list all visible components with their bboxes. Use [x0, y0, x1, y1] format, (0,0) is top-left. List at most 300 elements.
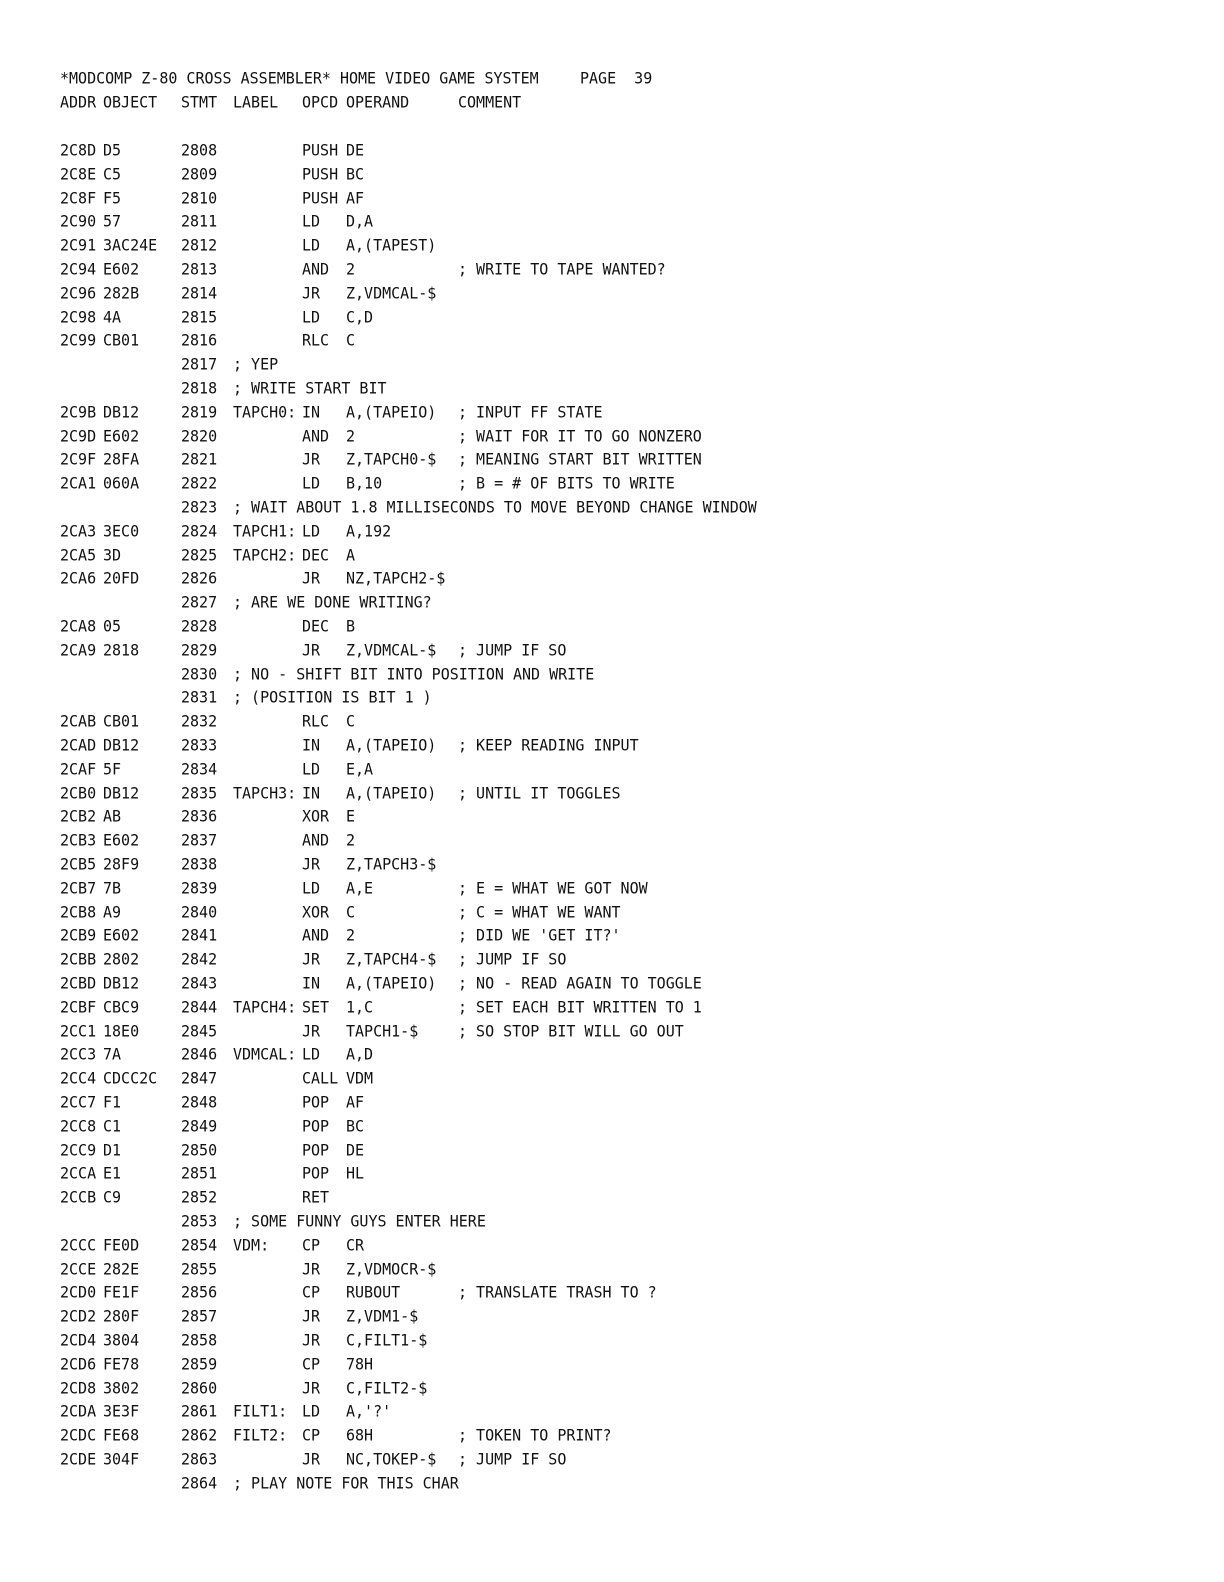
line-statement-number: 2846	[181, 1044, 218, 1065]
line-comment: ; WAIT FOR IT TO GO NONZERO	[458, 425, 702, 446]
line-label: TAPCH1:	[233, 521, 297, 541]
line-comment: ; E = WHAT WE GOT NOW	[458, 878, 648, 898]
line-statement-number: 2820	[181, 425, 218, 446]
line-object-code: FE78	[103, 1354, 140, 1374]
line-address: 2CDE	[60, 1449, 97, 1469]
line-statement-number: 2821	[181, 449, 218, 470]
line-address: 2CC8	[60, 1116, 97, 1136]
listing-line	[0, 1065, 1224, 1091]
line-label: VDM:	[233, 1235, 270, 1255]
line-object-code: 57	[103, 211, 122, 232]
line-operand: CR	[346, 1235, 365, 1255]
line-address: 2CD6	[60, 1354, 97, 1374]
listing-line	[0, 1041, 1224, 1067]
line-statement-number: 2830	[181, 663, 218, 684]
line-address: 2C98	[60, 306, 97, 327]
line-address: 2CB9	[60, 925, 97, 946]
line-statement-number: 2826	[181, 568, 218, 589]
line-address: 2CC9	[60, 1139, 97, 1160]
line-operand: 2	[346, 925, 356, 946]
line-opcode: LD	[302, 211, 321, 232]
line-opcode: CP	[302, 1235, 321, 1255]
line-opcode: LD	[302, 521, 321, 541]
line-opcode: IN	[302, 735, 321, 755]
line-statement-number: 2850	[181, 1139, 218, 1160]
line-object-code: DB12	[103, 973, 140, 993]
line-statement-number: 2811	[181, 211, 218, 232]
line-operand: E	[346, 806, 356, 827]
line-comment: ; SO STOP BIT WILL GO OUT	[458, 1020, 684, 1041]
line-address: 2CC3	[60, 1044, 97, 1065]
line-address: 2CA1	[60, 473, 97, 493]
line-comment: ; INPUT FF STATE	[458, 402, 603, 422]
line-comment: ; KEEP READING INPUT	[458, 735, 639, 755]
listing-line	[0, 470, 1224, 496]
line-statement-number: 2816	[181, 330, 218, 351]
line-statement-number: 2838	[181, 854, 218, 874]
listing-line	[0, 827, 1224, 853]
line-object-code: 060A	[103, 473, 140, 493]
line-address: 2CBF	[60, 997, 97, 1017]
line-opcode: JR	[302, 640, 321, 660]
listing-line	[0, 1279, 1224, 1305]
line-opcode: IN	[302, 402, 321, 422]
line-opcode: LD	[302, 1044, 321, 1065]
line-object-code: 5F	[103, 759, 122, 779]
line-object-code: 2818	[103, 640, 140, 660]
line-opcode: JR	[302, 283, 321, 303]
listing-line	[0, 304, 1224, 330]
line-comment: ; B = # OF BITS TO WRITE	[458, 473, 675, 493]
line-statement-number: 2837	[181, 830, 218, 850]
line-statement-number: 2809	[181, 164, 218, 184]
line-address: 2CC4	[60, 1068, 97, 1088]
line-operand: A	[346, 544, 356, 565]
line-object-code: 3AC24E	[103, 235, 158, 255]
line-object-code: CBC9	[103, 997, 140, 1017]
listing-line	[0, 613, 1224, 639]
line-comment: ; JUMP IF SO	[458, 640, 567, 660]
line-opcode: JR	[302, 1449, 321, 1469]
listing-line	[0, 542, 1224, 568]
line-opcode: JR	[302, 949, 321, 969]
line-statement-number: 2842	[181, 949, 218, 969]
line-object-code: 3D	[103, 544, 122, 565]
listing-line	[0, 375, 1224, 401]
listing-line	[0, 589, 1224, 615]
listing-line	[0, 946, 1224, 972]
line-object-code: E602	[103, 925, 140, 946]
line-opcode: RLC	[302, 330, 330, 351]
listing-line	[0, 994, 1224, 1020]
line-comment: ; JUMP IF SO	[458, 1449, 567, 1469]
line-operand: A,(TAPEIO)	[346, 782, 437, 803]
line-operand: C,FILT2-$	[346, 1377, 428, 1398]
listing-line	[0, 875, 1224, 901]
line-statement-number: 2840	[181, 901, 218, 922]
line-object-code: 280F	[103, 1306, 140, 1326]
listing-line	[0, 922, 1224, 948]
line-opcode: POP	[302, 1139, 330, 1160]
line-operand: B,10	[346, 473, 383, 493]
line-opcode: AND	[302, 830, 330, 850]
listing-line	[0, 1208, 1224, 1234]
line-comment: ; SET EACH BIT WRITTEN TO 1	[458, 997, 702, 1017]
line-object-code: CB01	[103, 330, 140, 351]
line-opcode: JR	[302, 1020, 321, 1041]
line-operand: C,D	[346, 306, 374, 327]
line-object-code: 28F9	[103, 854, 140, 874]
line-operand: RUBOUT	[346, 1282, 401, 1303]
line-statement-number: 2851	[181, 1163, 218, 1184]
line-opcode: AND	[302, 925, 330, 946]
line-statement-number: 2845	[181, 1020, 218, 1041]
line-address: 2CCB	[60, 1187, 97, 1207]
line-statement-number: 2864	[181, 1473, 218, 1493]
line-label: FILT1:	[233, 1401, 288, 1422]
listing-line	[0, 970, 1224, 996]
line-label: TAPCH2:	[233, 544, 297, 565]
line-address: 2C94	[60, 259, 97, 279]
line-comment: ; C = WHAT WE WANT	[458, 901, 621, 922]
line-operand: Z,TAPCH0-$	[346, 449, 437, 470]
line-opcode: JR	[302, 568, 321, 589]
line-address: 2CC1	[60, 1020, 97, 1041]
line-opcode: PUSH	[302, 140, 339, 160]
line-opcode: CP	[302, 1425, 321, 1445]
line-label: TAPCH3:	[233, 782, 297, 803]
line-object-code: E602	[103, 425, 140, 446]
line-opcode: JR	[302, 1377, 321, 1398]
listing-line	[0, 1113, 1224, 1139]
column-header-comment: COMMENT	[458, 92, 522, 112]
line-statement-number: 2863	[181, 1449, 218, 1469]
line-address: 2CB8	[60, 901, 97, 922]
line-object-code: 2802	[103, 949, 140, 969]
line-address: 2C9D	[60, 425, 97, 446]
line-object-code: 282B	[103, 283, 140, 303]
line-statement-number: 2834	[181, 759, 218, 779]
line-opcode: RET	[302, 1187, 330, 1207]
line-opcode: IN	[302, 973, 321, 993]
line-operand: Z,VDMOCR-$	[346, 1258, 437, 1279]
line-object-code: C9	[103, 1187, 122, 1207]
assembler-title: *MODCOMP Z-80 CROSS ASSEMBLER* HOME VIDEO GAME SYSTEM	[60, 68, 539, 88]
line-operand: TAPCH1-$	[346, 1020, 419, 1041]
line-operand: BC	[346, 164, 365, 184]
line-address: 2CB2	[60, 806, 97, 827]
line-opcode: DEC	[302, 616, 330, 636]
line-operand: A,D	[346, 1044, 374, 1065]
line-operand: C	[346, 330, 356, 351]
line-statement-number: 2849	[181, 1116, 218, 1136]
line-object-code: E602	[103, 830, 140, 850]
listing-line	[0, 565, 1224, 591]
line-opcode: JR	[302, 1306, 321, 1326]
line-statement-number: 2856	[181, 1282, 218, 1303]
page-number: PAGE 39	[580, 68, 653, 88]
listing-line	[0, 161, 1224, 187]
listing-line	[0, 780, 1224, 806]
line-comment: ; TRANSLATE TRASH TO ?	[458, 1282, 657, 1303]
line-label: FILT2:	[233, 1425, 288, 1445]
listing-line	[0, 1327, 1224, 1353]
line-opcode: DEC	[302, 544, 330, 565]
line-statement-number: 2810	[181, 187, 218, 208]
line-operand: BC	[346, 1116, 365, 1136]
listing-line	[0, 1422, 1224, 1448]
line-object-code: 3802	[103, 1377, 140, 1398]
line-object-code: 304F	[103, 1449, 140, 1469]
line-address: 2CA3	[60, 521, 97, 541]
listing-line	[0, 518, 1224, 544]
line-opcode: PUSH	[302, 164, 339, 184]
line-address: 2CA8	[60, 616, 97, 636]
line-object-code: 3E3F	[103, 1401, 140, 1422]
line-comment-remark: ; PLAY NOTE FOR THIS CHAR	[233, 1473, 459, 1493]
line-operand: Z,VDMCAL-$	[346, 283, 437, 303]
line-object-code: 3EC0	[103, 521, 140, 541]
line-opcode: CP	[302, 1282, 321, 1303]
listing-line	[0, 137, 1224, 163]
line-statement-number: 2833	[181, 735, 218, 755]
line-operand: 68H	[346, 1425, 374, 1445]
line-address: 2CD0	[60, 1282, 97, 1303]
line-object-code: D1	[103, 1139, 122, 1160]
line-operand: Z,TAPCH4-$	[346, 949, 437, 969]
line-operand: A,'?'	[346, 1401, 392, 1422]
line-address: 2CDA	[60, 1401, 97, 1422]
line-opcode: POP	[302, 1163, 330, 1184]
line-operand: B	[346, 616, 356, 636]
listing-line	[0, 899, 1224, 925]
line-address: 2C8F	[60, 187, 97, 208]
line-operand: AF	[346, 187, 365, 208]
line-statement-number: 2848	[181, 1092, 218, 1112]
line-statement-number: 2852	[181, 1187, 218, 1207]
line-operand: DE	[346, 140, 365, 160]
line-statement-number: 2860	[181, 1377, 218, 1398]
listing-line	[0, 351, 1224, 377]
line-operand: AF	[346, 1092, 365, 1112]
line-operand: D,A	[346, 211, 374, 232]
line-opcode: XOR	[302, 806, 330, 827]
line-statement-number: 2817	[181, 354, 218, 374]
line-statement-number: 2828	[181, 616, 218, 636]
line-opcode: LD	[302, 1401, 321, 1422]
line-opcode: JR	[302, 1258, 321, 1279]
line-address: 2C9F	[60, 449, 97, 470]
line-statement-number: 2847	[181, 1068, 218, 1088]
column-header-object: OBJECT	[103, 92, 158, 112]
column-header-line	[0, 89, 1224, 115]
line-address: 2CCA	[60, 1163, 97, 1184]
listing-line	[0, 708, 1224, 734]
line-comment-remark: ; SOME FUNNY GUYS ENTER HERE	[233, 1211, 486, 1231]
listing-line	[0, 684, 1224, 710]
line-opcode: LD	[302, 473, 321, 493]
line-operand: Z,TAPCH3-$	[346, 854, 437, 874]
listing-line	[0, 1375, 1224, 1401]
listing-line	[0, 494, 1224, 520]
column-header-operand: OPERAND	[346, 92, 410, 112]
line-comment-remark: ; WRITE START BIT	[233, 378, 387, 398]
column-header-addr: ADDR	[60, 92, 97, 112]
line-statement-number: 2808	[181, 140, 218, 160]
column-header-opcd: OPCD	[302, 92, 339, 112]
line-comment-remark: ; ARE WE DONE WRITING?	[233, 592, 432, 612]
line-object-code: C1	[103, 1116, 122, 1136]
line-statement-number: 2836	[181, 806, 218, 827]
line-address: 2C8D	[60, 140, 97, 160]
line-operand: C	[346, 711, 356, 731]
line-object-code: 3804	[103, 1330, 140, 1350]
listing-line	[0, 851, 1224, 877]
line-object-code: CDCC2C	[103, 1068, 158, 1088]
listing-line	[0, 1351, 1224, 1377]
line-operand: Z,VDMCAL-$	[346, 640, 437, 660]
line-statement-number: 2854	[181, 1235, 218, 1255]
line-operand: NC,TOKEP-$	[346, 1449, 437, 1469]
line-operand: VDM	[346, 1068, 374, 1088]
line-opcode: RLC	[302, 711, 330, 731]
listing-line	[0, 732, 1224, 758]
line-label: TAPCH0:	[233, 402, 297, 422]
line-operand: 2	[346, 425, 356, 446]
line-object-code: AB	[103, 806, 122, 827]
line-address: 2C9B	[60, 402, 97, 422]
line-opcode: LD	[302, 878, 321, 898]
line-statement-number: 2862	[181, 1425, 218, 1445]
line-opcode: XOR	[302, 901, 330, 922]
line-statement-number: 2843	[181, 973, 218, 993]
line-address: 2CB7	[60, 878, 97, 898]
line-comment: ; WRITE TO TAPE WANTED?	[458, 259, 666, 279]
line-statement-number: 2827	[181, 592, 218, 612]
line-statement-number: 2822	[181, 473, 218, 493]
line-statement-number: 2812	[181, 235, 218, 255]
line-object-code: C5	[103, 164, 122, 184]
line-object-code: 7B	[103, 878, 122, 898]
line-address: 2CAF	[60, 759, 97, 779]
listing-line	[0, 1446, 1224, 1472]
line-operand: C,FILT1-$	[346, 1330, 428, 1350]
listing-line	[0, 637, 1224, 663]
line-comment: ; TOKEN TO PRINT?	[458, 1425, 612, 1445]
listing-line	[0, 1018, 1224, 1044]
line-address: 2CBD	[60, 973, 97, 993]
listing-line	[0, 232, 1224, 258]
line-object-code: E1	[103, 1163, 122, 1184]
line-object-code: DB12	[103, 782, 140, 803]
line-object-code: E602	[103, 259, 140, 279]
listing-line	[0, 1303, 1224, 1329]
column-header-stmt: STMT	[181, 92, 218, 112]
line-object-code: CB01	[103, 711, 140, 731]
line-address: 2CD4	[60, 1330, 97, 1350]
listing-line	[0, 1160, 1224, 1186]
line-address: 2CC7	[60, 1092, 97, 1112]
line-opcode: LD	[302, 759, 321, 779]
line-operand: C	[346, 901, 356, 922]
listing-line	[0, 399, 1224, 425]
line-address: 2C96	[60, 283, 97, 303]
line-label: TAPCH4:	[233, 997, 297, 1017]
line-statement-number: 2814	[181, 283, 218, 303]
line-address: 2CA9	[60, 640, 97, 660]
line-operand: 1,C	[346, 997, 374, 1017]
listing-line	[0, 1137, 1224, 1163]
line-object-code: DB12	[103, 735, 140, 755]
line-object-code: DB12	[103, 402, 140, 422]
line-comment-remark: ; YEP	[233, 354, 279, 374]
line-statement-number: 2818	[181, 378, 218, 398]
line-address: 2C91	[60, 235, 97, 255]
line-operand: A,(TAPEIO)	[346, 735, 437, 755]
listing-title-line	[0, 65, 1224, 91]
line-opcode: LD	[302, 306, 321, 327]
line-statement-number: 2823	[181, 497, 218, 517]
line-operand: NZ,TAPCH2-$	[346, 568, 446, 589]
line-operand: E,A	[346, 759, 374, 779]
listing-line	[0, 661, 1224, 687]
line-address: 2C90	[60, 211, 97, 232]
listing-line	[0, 256, 1224, 282]
line-address: 2CA6	[60, 568, 97, 589]
listing-line	[0, 1470, 1224, 1496]
line-statement-number: 2841	[181, 925, 218, 946]
line-opcode: SET	[302, 997, 330, 1017]
line-statement-number: 2855	[181, 1258, 218, 1279]
line-address: 2CAD	[60, 735, 97, 755]
listing-line	[0, 280, 1224, 306]
line-address: 2CB0	[60, 782, 97, 803]
listing-line	[0, 1089, 1224, 1115]
line-address: 2CAB	[60, 711, 97, 731]
line-object-code: 05	[103, 616, 122, 636]
line-object-code: F1	[103, 1092, 122, 1112]
line-address: 2CD2	[60, 1306, 97, 1326]
line-operand: HL	[346, 1163, 365, 1184]
line-opcode: JR	[302, 854, 321, 874]
line-operand: 2	[346, 259, 356, 279]
line-opcode: IN	[302, 782, 321, 803]
line-object-code: 4A	[103, 306, 122, 327]
line-operand: A,E	[346, 878, 374, 898]
line-comment: ; DID WE 'GET IT?'	[458, 925, 621, 946]
line-statement-number: 2825	[181, 544, 218, 565]
line-address: 2CD8	[60, 1377, 97, 1398]
line-statement-number: 2819	[181, 402, 218, 422]
line-operand: A,192	[346, 521, 392, 541]
listing-line	[0, 803, 1224, 829]
line-object-code: A9	[103, 901, 122, 922]
line-comment-remark: ; NO - SHIFT BIT INTO POSITION AND WRITE	[233, 663, 595, 684]
line-comment: ; UNTIL IT TOGGLES	[458, 782, 621, 803]
line-opcode: JR	[302, 1330, 321, 1350]
line-statement-number: 2844	[181, 997, 218, 1017]
line-opcode: CP	[302, 1354, 321, 1374]
line-statement-number: 2861	[181, 1401, 218, 1422]
line-statement-number: 2839	[181, 878, 218, 898]
line-operand: 78H	[346, 1354, 374, 1374]
line-address: 2C8E	[60, 164, 97, 184]
line-opcode: PUSH	[302, 187, 339, 208]
line-object-code: FE0D	[103, 1235, 140, 1255]
listing-line	[0, 327, 1224, 353]
line-statement-number: 2829	[181, 640, 218, 660]
line-address: 2CCC	[60, 1235, 97, 1255]
